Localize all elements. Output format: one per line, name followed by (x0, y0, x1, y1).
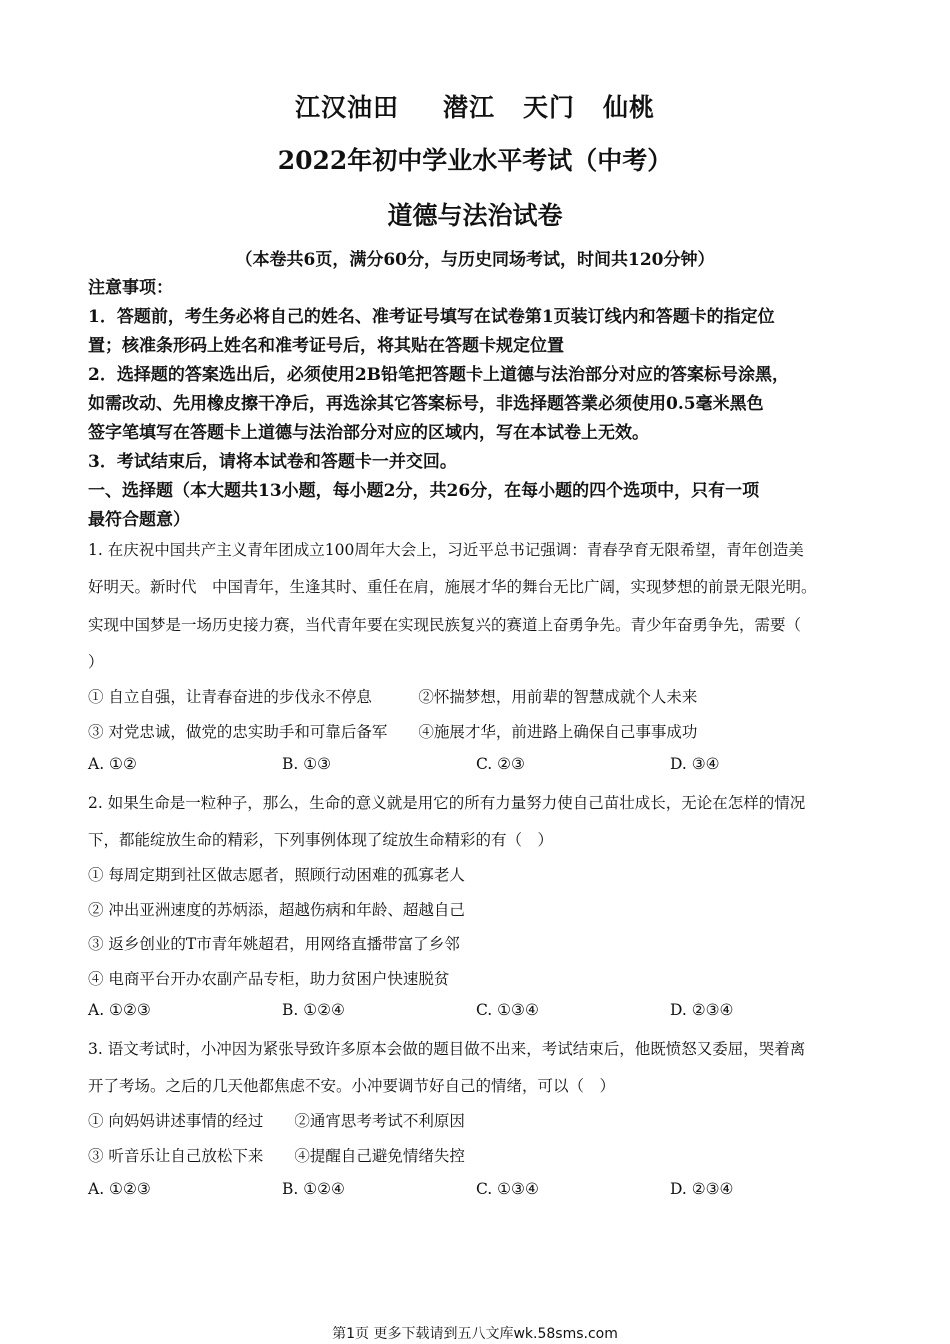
notes-line: 置；核准条形码上姓名和准考证号后，将其贴在答题卡规定位置 (88, 336, 564, 356)
q1-text: 实现中国梦是一场历史接力赛，当代青年要在实现民族复兴的赛道上奋勇争先。青少年奋勇争先，需要（ (88, 616, 802, 634)
q2-option-d: D. ②③④ (670, 1001, 734, 1019)
q1-statement: ① 自立自强，让青春奋进的步伐永不停息 ②怀揣梦想，用前辈的智慧成就个人未来 (88, 688, 698, 706)
region-name: 潜江 (442, 93, 495, 122)
q2-option-b: B. ①②④ (282, 1001, 345, 1019)
notes-line: 3．考试结束后，请将本试卷和答题卡一并交回。 (88, 452, 457, 472)
notes-line: 如需改动、先用橡皮擦干净后，再选涂其它答案标号，非选择题答業必须使用0.5毫米黑色 (88, 394, 764, 414)
exam-title: 2022年初中学业水平考试（中考） (277, 146, 673, 175)
q1-option-a: A. ①② (88, 755, 137, 773)
q2-text: 下，都能绽放生命的精彩，下列事例体现了绽放生命精彩的有（ ） (88, 831, 554, 849)
notes-line: 签字笔填写在答题卡上道德与法治部分对应的区域内，写在本试卷上无效。 (88, 423, 649, 443)
q1-option-c: C. ②③ (476, 755, 525, 773)
q1-text: 1. 在庆祝中国共产主义青年团成立100周年大会上，习近平总书记强调：青春孕育无限希望，青年创造美 (88, 541, 804, 559)
q3-statement: ① 向妈妈讲述事情的经过 ②通宵思考考试不利原因 (88, 1112, 465, 1130)
q2-statement: ④ 电商平台开办农副产品专柜，助力贫困户快速脱贫 (88, 970, 450, 988)
q2-option-a: A. ①②③ (88, 1001, 151, 1019)
section-heading-cont: 最符合题意） (88, 510, 190, 530)
notes-block (88, 274, 868, 535)
region-name: 仙桃 (603, 93, 656, 122)
q2-text: 2. 如果生命是一粒种子，那么，生命的意义就是用它的所有力量努力使自己苗壮成长，无论在怎样的情况 (88, 794, 806, 812)
exam-info: （本卷共6页，满分60分，与历史同场考试，时间共120分钟） (235, 250, 715, 270)
page-footer: 第1页 更多下载请到五八文库wk.58sms.com (332, 1326, 618, 1342)
q3-option-b: B. ①②④ (282, 1180, 345, 1198)
q2-statement: ① 每周定期到社区做志愿者，照顾行动困难的孤寡老人 (88, 866, 465, 884)
q1-statement: ③ 对党忠诚，做党的忠实助手和可靠后备军 ④施展才华，前进路上确保自己事事成功 (88, 723, 698, 741)
region-name: 天门 (523, 93, 576, 122)
q1-text: 好明天。新时代 中国青年，生逢其时、重任在肩，施展才华的舞台无比广阔，实现梦想的前景无限光明。 (88, 578, 817, 596)
subject-title: 道德与法治试卷 (387, 201, 563, 230)
q3-statement: ③ 听音乐让自己放松下来 ④提醒自己避免情绪失控 (88, 1147, 465, 1165)
q1-option-d: D. ③④ (670, 755, 720, 773)
q3-option-c: C. ①③④ (476, 1180, 539, 1198)
q2-statement: ② 冲出亚洲速度的苏炳添，超越伤病和年龄、超越自己 (88, 901, 465, 919)
q1-text: ） (88, 653, 104, 671)
regions-title (0, 88, 950, 124)
q3-option-d: D. ②③④ (670, 1180, 734, 1198)
notes-line: 1．答题前，考生务必将自己的姓名、准考证号填写在试卷第1页装订线内和答题卡的指定位 (88, 307, 775, 327)
section-heading: 一、选择题（本大题共13小题，每小题2分，共26分，在每小题的四个选项中，只有一项 (88, 481, 760, 501)
notes-line: 2．选择题的答案选出后，必须使用2B铅笔把答题卡上道德与法治部分对应的答案标号涂黑， (88, 365, 790, 385)
q3-text: 开了考场。之后的几天他都焦虑不安。小冲要调节好自己的情绪，可以（ ） (88, 1077, 616, 1095)
q2-option-c: C. ①③④ (476, 1001, 539, 1019)
notes-heading: 注意事项： (88, 278, 173, 298)
region-name: 江汉油田 (294, 93, 399, 122)
q1-option-b: B. ①③ (282, 755, 332, 773)
q2-statement: ③ 返乡创业的T市青年姚超君，用网络直播带富了乡邻 (88, 935, 460, 953)
q3-text: 3. 语文考试时，小冲因为紧张导致许多原本会做的题目做不出来，考试结束后，他既愤怒又委屈，哭着离 (88, 1040, 806, 1058)
q3-option-a: A. ①②③ (88, 1180, 151, 1198)
